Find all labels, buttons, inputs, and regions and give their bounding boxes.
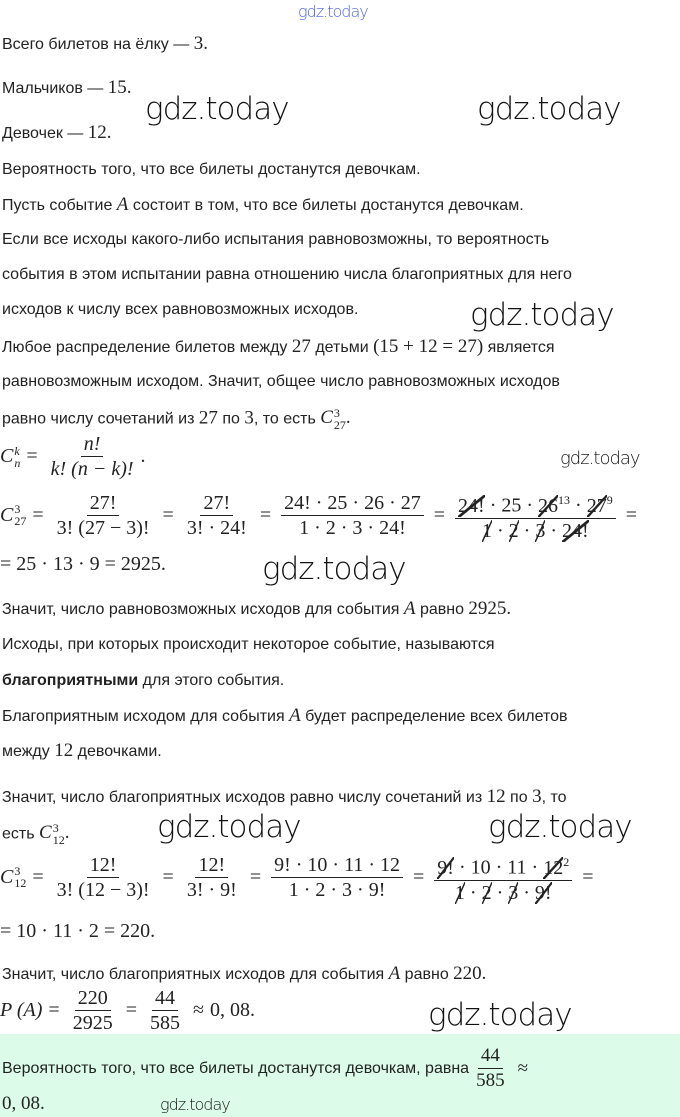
m: 3! · 24! — [186, 516, 247, 539]
watermark: gdz.today — [560, 448, 640, 469]
t: будет распределение всех билетов — [300, 708, 568, 725]
m: 9! · 10 · 11 · 12 — [271, 853, 403, 878]
m: 3 — [14, 864, 21, 879]
watermark: gdz.today — [428, 997, 572, 1033]
m: 2 — [508, 519, 519, 542]
t: по — [217, 410, 245, 428]
m: 27! — [200, 491, 233, 516]
m: 220. — [453, 963, 487, 984]
m: 3. — [193, 33, 208, 54]
m: A — [116, 194, 129, 215]
t: по — [505, 789, 533, 806]
t: благоприятными — [2, 672, 139, 689]
m: 3! (27 − 3)! — [56, 516, 150, 539]
m: n — [14, 455, 21, 470]
t: равно числу сочетаний из — [2, 410, 199, 428]
watermark: gdz.today — [477, 91, 621, 127]
m: · — [492, 519, 509, 542]
text-line: Если все исходы какого-либо испытания равновозможны, то вероятность — [2, 231, 550, 248]
m: 585 — [476, 1070, 505, 1091]
m: 3 — [508, 881, 519, 904]
m: (15 + 12 = 27) — [373, 336, 484, 357]
cancelled-fraction — [434, 850, 572, 905]
m: · — [545, 519, 563, 542]
t: Значит, число благоприятных исходов для события — [2, 966, 389, 983]
t: , то есть — [253, 410, 321, 428]
m: C — [320, 407, 333, 429]
m: . — [140, 445, 146, 467]
fraction — [147, 986, 183, 1035]
watermark: gdz.today — [488, 809, 632, 845]
m: 24! — [562, 519, 589, 542]
m: 3 — [52, 821, 59, 835]
combination-formula — [0, 432, 146, 481]
m: C — [0, 865, 14, 888]
m: 0, 08. — [209, 999, 255, 1021]
m: C — [0, 445, 14, 467]
t: для этого события. — [138, 672, 285, 689]
m: 3 — [14, 502, 21, 517]
m: ≈ — [192, 999, 204, 1021]
m: n! — [81, 432, 104, 457]
m: 15. — [107, 77, 132, 98]
m: = — [162, 503, 174, 526]
text-line — [2, 741, 162, 762]
m: 3 — [535, 519, 546, 542]
m: A — [388, 963, 401, 984]
m: 12 — [52, 833, 65, 847]
m: 12 — [54, 740, 74, 761]
m: 3 — [532, 786, 542, 807]
text-line: есть C 3 12 . — [2, 821, 70, 847]
text-line — [2, 123, 111, 144]
fraction — [184, 853, 240, 902]
m: 220 — [75, 986, 111, 1011]
m: 2 — [481, 881, 492, 904]
m: 12 — [486, 786, 506, 807]
m: · — [570, 494, 587, 517]
m: = — [259, 503, 272, 526]
m: = — [433, 503, 446, 526]
m: = — [249, 865, 262, 888]
m: 3 — [244, 407, 254, 429]
text-line: Вероятность того, что все билеты достанутся девочкам. — [2, 161, 421, 178]
m: 12 — [543, 856, 564, 879]
t: Вероятность того, что все билеты достанутся девочкам, равна — [2, 1059, 470, 1077]
t: между — [2, 743, 55, 760]
t: Значит, число равновозможных исходов для события — [2, 601, 404, 618]
fraction — [271, 853, 403, 902]
c12-formula — [0, 850, 599, 905]
text-line — [2, 78, 132, 99]
text-line — [2, 787, 567, 808]
watermark: gdz.today — [160, 1095, 230, 1114]
watermark: gdz.today — [298, 2, 368, 21]
text-line: Исходы, при которых происходит некоторое событие, называются — [2, 636, 495, 653]
t: Значит, число благоприятных исходов равно числу сочетаний из — [2, 789, 487, 806]
cancelled-fraction — [455, 488, 616, 543]
answer-value: 0, 08. — [2, 1093, 45, 1114]
watermark: gdz.today — [470, 297, 614, 333]
m: 27 — [14, 514, 27, 529]
t: Всего билетов на ёлку — — [2, 36, 194, 53]
t: детьми — [310, 339, 374, 356]
m: 1 — [482, 519, 492, 542]
m: · — [491, 881, 509, 904]
m: 9! — [534, 881, 552, 904]
m: 1 · 2 · 3 · 9! — [288, 878, 386, 901]
m: 1 — [454, 881, 465, 904]
t: девочками. — [73, 743, 162, 760]
m: = — [32, 503, 44, 526]
answer-text — [2, 1044, 528, 1093]
text-line: равно числу сочетаний из 27 по 3, то есть C 3 27 . — [2, 406, 351, 432]
m: = — [413, 865, 425, 888]
fraction — [48, 432, 137, 481]
m: 2925 — [72, 1012, 113, 1034]
m: 12 — [14, 876, 27, 891]
m: 24! · 25 · 26 · 27 — [281, 491, 424, 516]
m: = — [32, 865, 44, 888]
m: = — [48, 999, 60, 1021]
m: 13 — [558, 493, 571, 507]
m: A — [289, 705, 301, 726]
result-220: = 10 · 11 · 2 = 220. — [0, 920, 156, 942]
t: Благоприятным исходом для события — [2, 708, 290, 725]
m: 3! (12 − 3)! — [56, 878, 150, 901]
watermark: gdz.today — [262, 551, 406, 587]
m: 27 — [586, 494, 607, 517]
text-line — [2, 599, 511, 620]
t: равно — [415, 601, 469, 618]
t: Любое распределение билетов между — [2, 339, 292, 356]
m: 3! · 9! — [186, 878, 237, 901]
m: 2925. — [468, 598, 512, 619]
fraction — [54, 853, 153, 902]
fraction — [184, 491, 250, 540]
m: 1 · 2 · 3 · 24! — [299, 516, 406, 539]
text-line — [2, 34, 208, 55]
m: A — [403, 598, 416, 619]
m: 27! — [87, 491, 120, 516]
m: = — [125, 999, 137, 1021]
m: = — [162, 865, 174, 888]
m: 9 — [606, 493, 613, 507]
m: · — [518, 881, 535, 904]
m: k! (n − k)! — [50, 458, 134, 480]
m: C — [39, 822, 52, 844]
m: 26 — [538, 494, 559, 517]
t: есть — [2, 825, 40, 843]
m: · 25 · — [484, 494, 539, 517]
text-line: события в этом испытании равна отношению числа благоприятных для него — [2, 266, 572, 283]
m: · 10 · 11 · — [453, 856, 544, 879]
m: 585 — [149, 1012, 180, 1034]
m: = — [582, 865, 594, 888]
m: 27 — [291, 336, 311, 357]
m: = — [625, 503, 637, 526]
m: 24! — [458, 494, 485, 517]
text-line — [2, 337, 555, 358]
watermark: gdz.today — [157, 809, 301, 845]
t: Мальчиков — — [2, 80, 108, 97]
m: 44 — [478, 1044, 503, 1069]
m: 27 — [333, 418, 346, 432]
t: Пусть событие — [2, 197, 117, 214]
t: Девочек — — [2, 125, 88, 142]
text-line — [2, 706, 568, 727]
text-line: равновозможным исходом. Значит, общее число равновозможных исходов — [2, 373, 560, 390]
m: P (A) — [0, 999, 43, 1021]
watermark: gdz.today — [145, 91, 289, 127]
m: ≈ — [517, 1057, 529, 1079]
m: 12! — [195, 853, 228, 878]
m: = — [26, 445, 38, 467]
probability-formula — [0, 986, 255, 1035]
m: · — [518, 519, 536, 542]
t: равно — [400, 966, 454, 983]
m: 2 — [563, 855, 570, 869]
fraction — [281, 491, 424, 540]
fraction — [70, 986, 116, 1035]
m: 9! — [437, 856, 454, 879]
text-line — [2, 964, 486, 985]
m: 44 — [152, 986, 178, 1011]
text-line: исходов к числу всех равновозможных исходов. — [2, 301, 359, 318]
m: C — [0, 503, 14, 526]
t: состоит в том, что все билеты достанутся девочкам. — [128, 197, 524, 214]
m: · — [464, 881, 482, 904]
m: k — [14, 443, 20, 458]
m: 12! — [87, 853, 120, 878]
t: , то — [541, 789, 567, 806]
m: 12. — [87, 122, 112, 143]
t: является — [483, 339, 555, 356]
text-line — [2, 671, 284, 691]
fraction — [54, 491, 153, 540]
m: 3 — [333, 406, 340, 420]
result-2925: = 25 · 13 · 9 = 2925. — [0, 553, 166, 575]
c27-formula — [0, 488, 643, 543]
m: 27 — [198, 407, 218, 429]
text-line — [2, 195, 524, 216]
